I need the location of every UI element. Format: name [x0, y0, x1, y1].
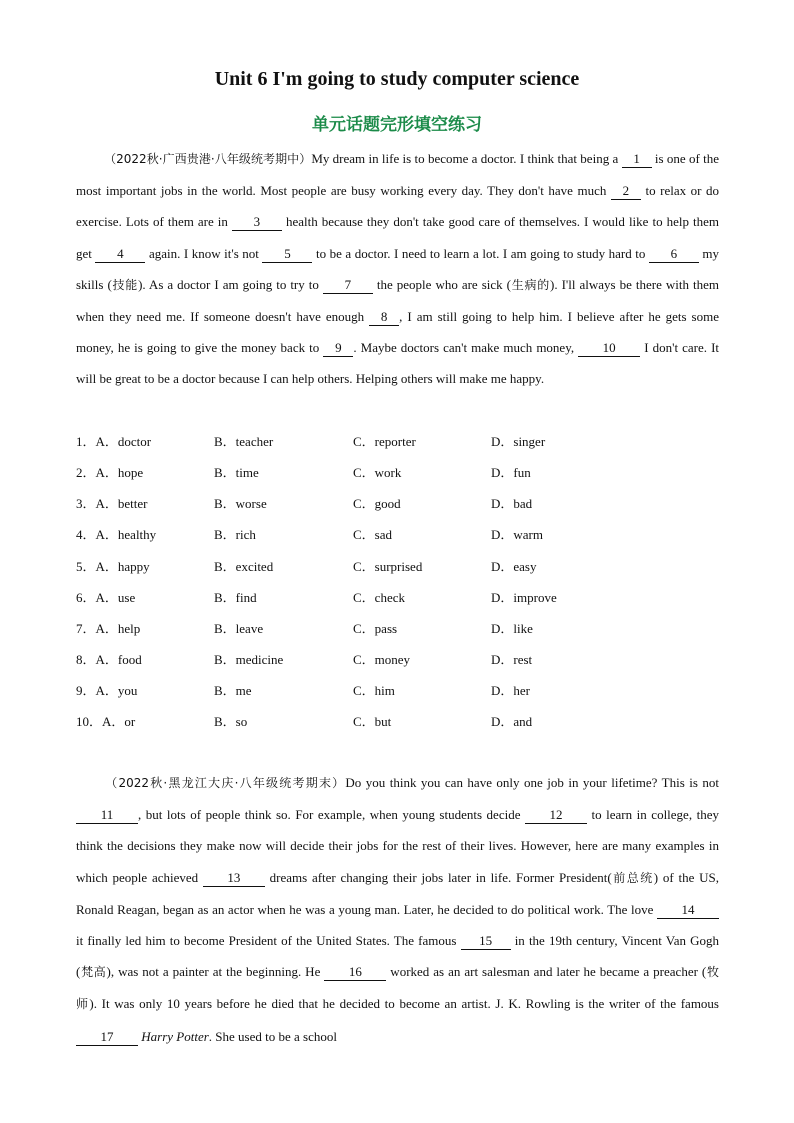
blank-5: 5 [262, 246, 312, 263]
passage-2: （2022秋·黑龙江大庆·八年级统考期末）Do you think you can have only one job in your lifetime? This is not 11 , but lots of people think so. For example, when young students decide 12 to learn in college, they think the decisions they make now will decide their jobs for the rest of their lives. However, here are many examples in which people achieved 13 dreams after changing their jobs later in life. Former President(前总统) of the US, Ronald Reagan, began as an actor when he was a young man. Later, he decided to do political work. The love 14 it finally led him to become President of the United States. The famous 15 in the 19th century, Vincent Van Gogh (梵高), was not a painter at the beginning. He 16 worked as an art salesman and later he became a preacher (牧师). It was only 10 years before he died that he decided to become an artist. J. K. Rowling is the writer of the famous 17 Harry Potter. She used to be a school [76, 775, 720, 1044]
options-list [76, 425, 611, 736]
page-title: Unit 6 I'm going to study computer science [214, 68, 580, 90]
option-row: 5．A．happy B．excited C．surprised D．easy [76, 558, 537, 574]
blank-10: 10 [578, 340, 640, 357]
option-row: 4．A．healthy B．rich C．sad D．warm [76, 527, 543, 543]
passage-1-source: （2022秋·广西贵港·八年级统考期中） [104, 152, 312, 166]
passage-1: （2022秋·广西贵港·八年级统考期中）My dream in life is to become a doctor. I think that being a 1 is one of the most important jobs in the world. Most people are busy working every day. They don't have much 2 to relax or do exercise. Lots of them are in 3 health because they don't take good care of themselves. I would like to help them get 4 again. I know it's not 5 to be a doctor. I need to learn a lot. I am going to study hard to 6 my skills (技能). As a doctor I am going to try to 7 the people who are sick (生病的). I'll always be there with them when they need me. If someone doesn't have enough 8 , I am still going to help him. I believe after he gets some money, he is going to give the money back to 9 . Maybe doctors can't make much money, 10 I don't care. It will be great to be a doctor because I can help others. Helping others will make me happy. [76, 151, 720, 387]
blank-3: 3 [232, 214, 282, 231]
blank-6: 6 [649, 246, 699, 263]
option-row: 8．A．food B．medicine C．money D．rest [76, 652, 533, 668]
blank-9: 9 [323, 340, 353, 357]
blank-16: 16 [324, 964, 386, 981]
option-row: 3．A．better B．worse C．good D．bad [76, 496, 533, 512]
blank-15: 15 [461, 933, 511, 950]
option-row: 7．A．help B．leave C．pass D．like [76, 620, 533, 636]
blank-12: 12 [525, 807, 587, 824]
blank-8: 8 [369, 309, 399, 326]
blank-4: 4 [95, 246, 145, 263]
blank-1: 1 [622, 151, 652, 168]
passage-2-source: （2022秋·黑龙江大庆·八年级统考期末） [104, 776, 346, 790]
option-row: 10．A．or B．so C．but D．and [76, 714, 533, 730]
option-row: 1．A．doctor B．teacher C．reporter D．singer [76, 434, 546, 450]
blank-11: 11 [76, 807, 138, 824]
option-row: 9．A．you B．me C．him D．her [76, 683, 530, 699]
blank-2: 2 [611, 183, 641, 200]
blank-13: 13 [203, 870, 265, 887]
option-row: 2．A．hope B．time C．work D．fun [76, 465, 531, 481]
option-row: 6．A．use B．find C．check D．improve [76, 589, 557, 605]
blank-7: 7 [323, 277, 373, 294]
blank-17: 17 [76, 1029, 138, 1046]
page-subtitle: 单元话题完形填空练习 [312, 115, 482, 135]
blank-14: 14 [657, 902, 719, 919]
